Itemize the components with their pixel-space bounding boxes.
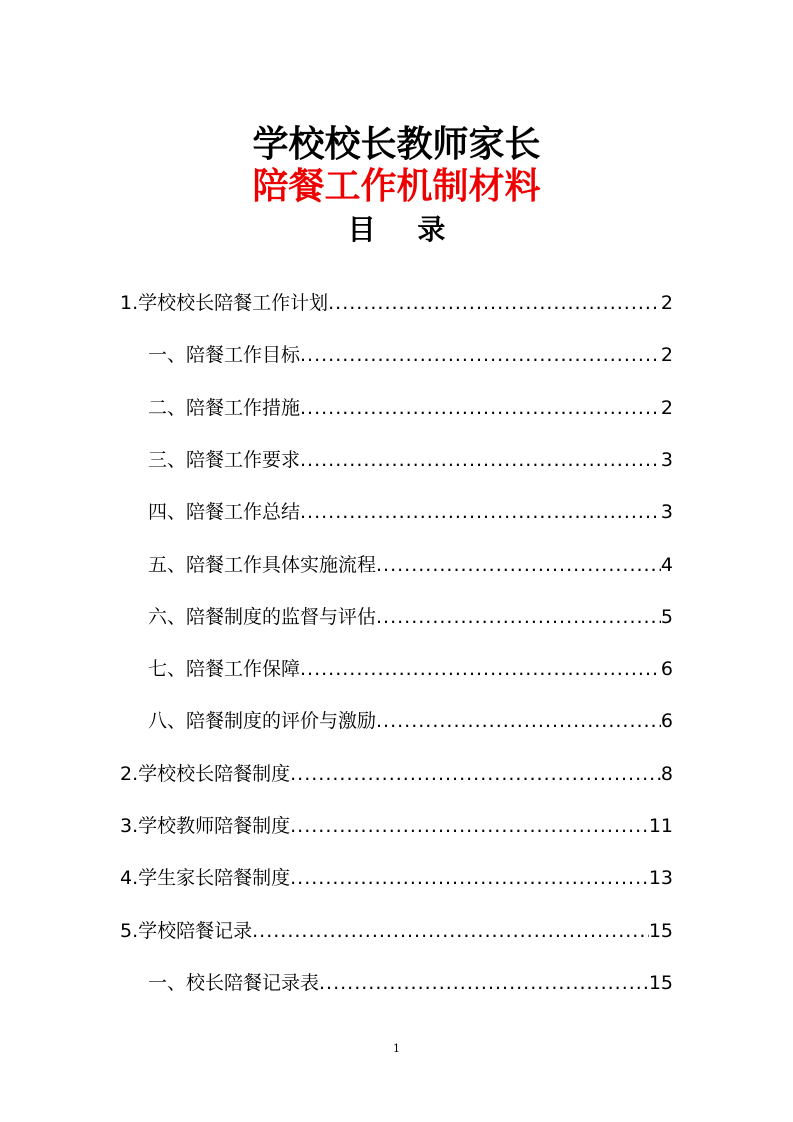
toc-entry-text: 六、陪餐制度的监督与评估	[148, 606, 377, 628]
toc-entry[interactable]	[148, 706, 673, 736]
page-number: 1	[393, 1042, 400, 1055]
toc-dot-leader	[290, 759, 661, 789]
document-title-line-2: 陪餐工作机制材料	[252, 166, 541, 207]
toc-entry-page: 15	[648, 972, 673, 994]
toc-entry[interactable]	[148, 497, 673, 527]
toc-dot-leader	[376, 706, 661, 736]
toc-dot-leader	[328, 288, 661, 318]
toc-entry-text: 七、陪餐工作保障	[148, 658, 301, 680]
toc-dot-leader	[252, 916, 649, 946]
toc-dot-leader	[300, 340, 661, 370]
toc-entry-text: 八、陪餐制度的评价与激励	[148, 710, 377, 732]
toc-dot-leader	[300, 393, 661, 423]
document-title-line-1: 学校校长教师家长	[252, 124, 541, 165]
toc-entry[interactable]	[148, 445, 673, 475]
toc-entry-page: 15	[648, 920, 673, 942]
toc-entry-text: 1.学校校长陪餐工作计划	[120, 292, 329, 314]
toc-entry-text: 一、陪餐工作目标	[148, 344, 301, 366]
toc-entry-page: 6	[660, 710, 673, 732]
toc-dot-leader	[300, 497, 661, 527]
toc-entry[interactable]	[148, 550, 673, 580]
toc-entry[interactable]	[148, 602, 673, 632]
toc-entry[interactable]	[148, 654, 673, 684]
toc-entry-text: 5.学校陪餐记录	[120, 920, 253, 942]
toc-entry-text: 三、陪餐工作要求	[148, 449, 301, 471]
toc-dot-leader	[290, 863, 649, 893]
toc-entry-text: 2.学校校长陪餐制度	[120, 763, 291, 785]
toc-entry[interactable]	[120, 916, 673, 946]
toc-entry-page: 6	[660, 658, 673, 680]
toc-dot-leader	[290, 811, 649, 841]
toc-entry-text: 五、陪餐工作具体实施流程	[148, 554, 377, 576]
toc-entry[interactable]	[120, 759, 673, 789]
toc-entry-text: 四、陪餐工作总结	[148, 501, 301, 523]
toc-entry-text: 3.学校教师陪餐制度	[120, 815, 291, 837]
toc-entry-page: 3	[660, 449, 673, 471]
toc-entry-page: 2	[660, 344, 673, 366]
toc-entry-text: 4.学生家长陪餐制度	[120, 867, 291, 889]
toc-entry-page: 3	[660, 501, 673, 523]
toc-dot-leader	[376, 602, 661, 632]
toc-entry-text: 二、陪餐工作措施	[148, 397, 301, 419]
toc-entry-page: 2	[660, 292, 673, 314]
toc-entry-page: 8	[660, 763, 673, 785]
toc-dot-leader	[376, 550, 661, 580]
toc-entry-page: 11	[648, 815, 673, 837]
toc-entry[interactable]	[148, 968, 673, 998]
toc-entry[interactable]	[148, 340, 673, 370]
toc-entry[interactable]	[120, 863, 673, 893]
toc-entry-page: 5	[660, 606, 673, 628]
toc-entry-text: 一、校长陪餐记录表	[148, 972, 320, 994]
toc-heading: 目 录	[347, 213, 462, 246]
toc-entry-page: 13	[648, 867, 673, 889]
toc-entry[interactable]	[120, 811, 673, 841]
toc-entry-page: 2	[660, 397, 673, 419]
toc-dot-leader	[300, 654, 661, 684]
toc-dot-leader	[300, 445, 661, 475]
toc-entry[interactable]	[148, 393, 673, 423]
toc-entry-page: 4	[660, 554, 673, 576]
toc-entry[interactable]	[120, 288, 673, 318]
toc-dot-leader	[319, 968, 649, 998]
